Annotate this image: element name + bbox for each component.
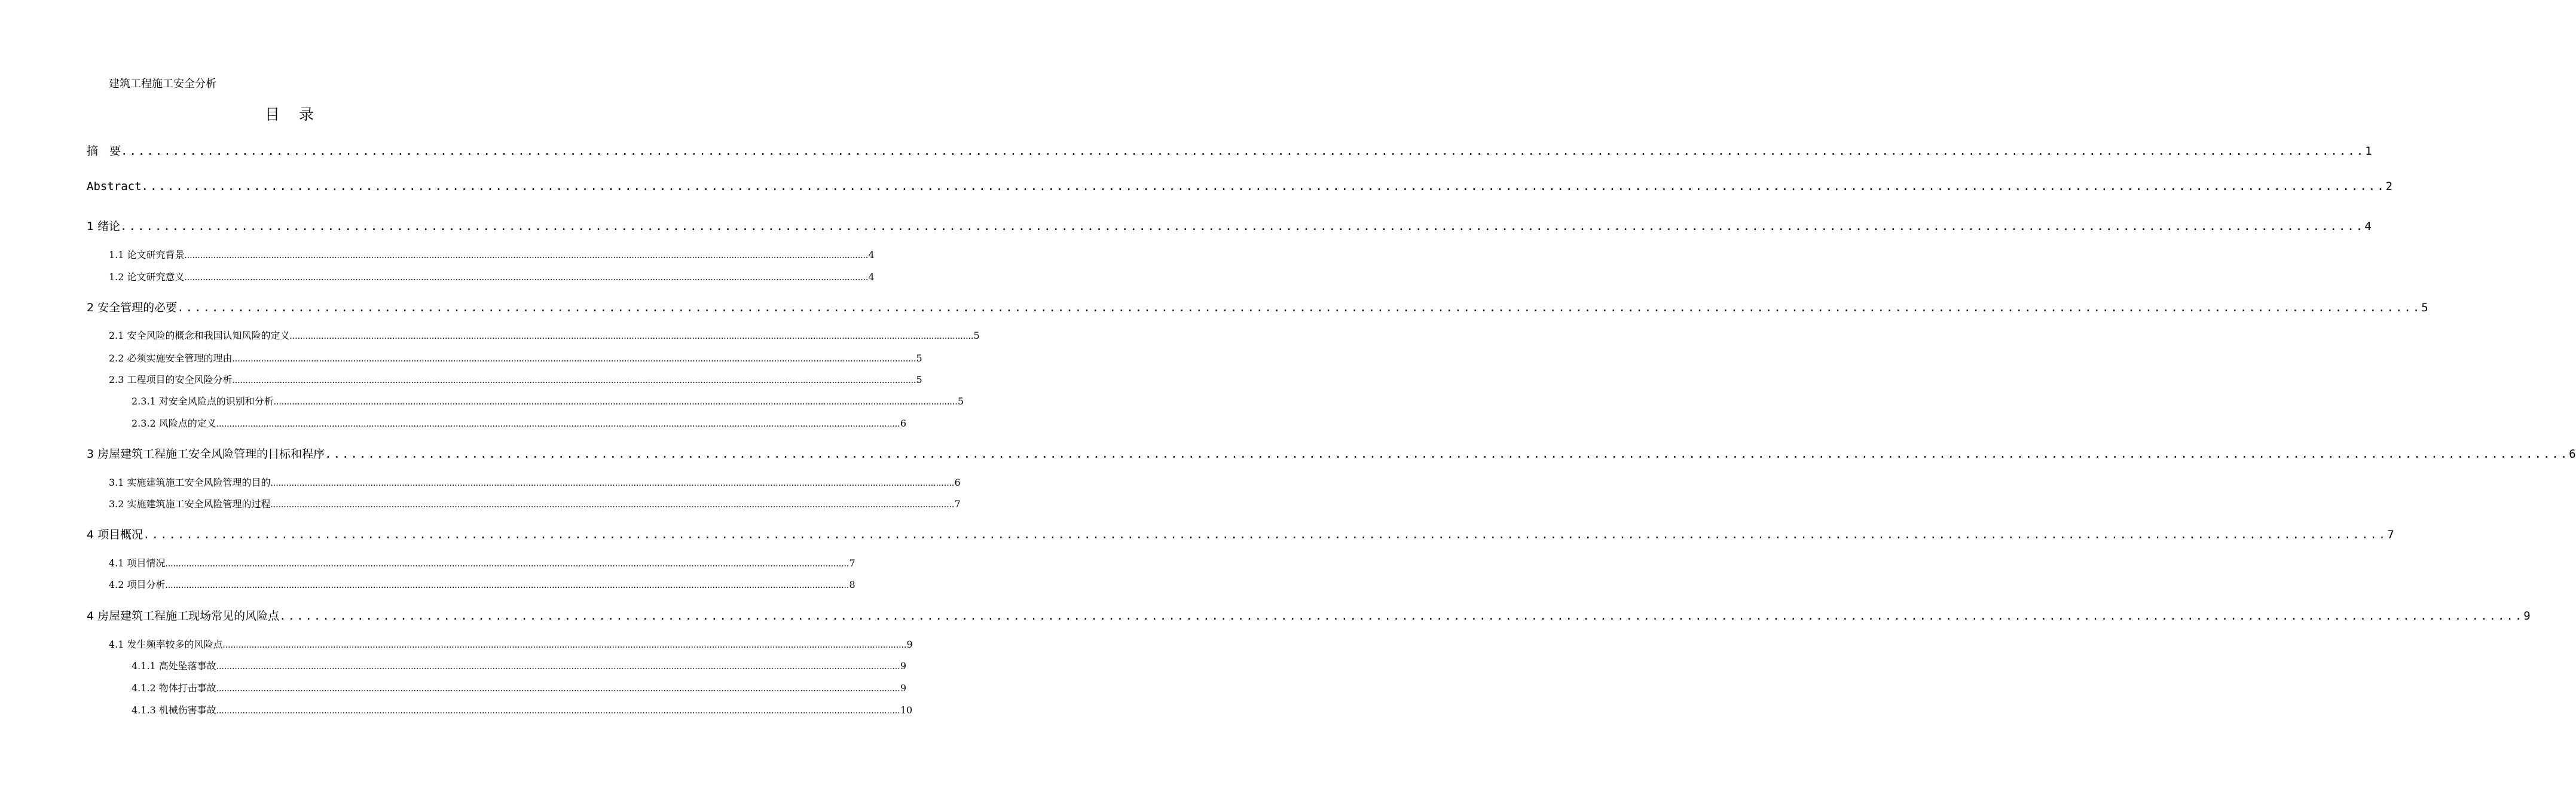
toc-entry[interactable] [132, 416, 906, 430]
toc-entry-page: 9 [900, 660, 906, 672]
toc-dot-leader: .................................................................................................................................................................................................................................................................... [289, 331, 974, 341]
toc-entry[interactable] [109, 351, 922, 364]
toc-entry-page: 6 [954, 477, 961, 488]
toc-dot-leader: .................................................................................................................................................................................................................................................................... [184, 250, 869, 260]
toc-dot-leader: .................................................................................................................................................................................................................................................................... [216, 661, 900, 672]
toc-entry-label: 2.3 工程项目的安全风险分析 [109, 374, 233, 385]
toc-dot-leader: .................................................................................................................................................................................................................................................................... [216, 706, 900, 716]
toc-entry-page: 5 [916, 353, 922, 364]
toc-entry-label: 2.2 必须实施安全管理的理由 [109, 353, 233, 364]
toc-dot-leader: .................................................................................................................................................................................................................................................................... [165, 559, 850, 569]
toc-entry-page: 9 [900, 682, 906, 694]
toc-entry-page: 10 [900, 704, 913, 716]
toc-entry-page: 7 [849, 557, 855, 569]
toc-entry[interactable] [87, 607, 2531, 623]
toc-entry[interactable] [109, 475, 961, 489]
toc-dot-leader: .................................................................................................................................................................................................................................................................... [121, 145, 2366, 158]
toc-entry[interactable] [109, 577, 855, 591]
toc-dot-leader: .................................................................................................................................................................................................................................................................... [177, 301, 2422, 314]
toc-dot-leader: .................................................................................................................................................................................................................................................................... [143, 528, 2388, 541]
toc-entry-page: 9 [906, 639, 913, 650]
toc-entry[interactable] [109, 269, 875, 283]
toc-entry-label: Abstract [87, 180, 142, 193]
toc-entry-label: 2 安全管理的必要 [87, 301, 178, 314]
toc-entry-label: 4.1 项目情况 [109, 557, 166, 569]
toc-entry-label: 1.1 论文研究背景 [109, 249, 185, 260]
toc-entry-label: 4.1.1 高处坠落事故 [132, 660, 216, 672]
toc-entry-page: 4 [868, 271, 875, 283]
toc-dot-leader: .................................................................................................................................................................................................................................................................... [270, 499, 955, 510]
toc-entry-label: 2.3.2 风险点的定义 [132, 418, 216, 429]
toc-dot-leader: .................................................................................................................................................................................................................................................................... [141, 180, 2386, 193]
toc-entry-page: 7 [954, 498, 961, 510]
toc-dot-leader: .................................................................................................................................................................................................................................................................... [232, 354, 916, 364]
toc-entry-label: 3.2 实施建筑施工安全风险管理的过程 [109, 498, 271, 510]
toc-entry-page: 6 [2569, 448, 2576, 461]
toc-entry[interactable] [132, 703, 913, 716]
toc-entry-page: 9 [2523, 609, 2531, 623]
toc-entry-label: 摘 要 [87, 145, 121, 158]
toc-dot-leader: .................................................................................................................................................................................................................................................................... [216, 684, 900, 694]
toc-entry[interactable] [132, 658, 906, 672]
toc-entry-label: 1.2 论文研究意义 [109, 271, 185, 283]
toc-entry-label: 1 绪论 [87, 220, 121, 233]
toc-entry-label: 3 房屋建筑工程施工安全风险管理的目标和程序 [87, 448, 325, 461]
toc-entry[interactable] [87, 180, 2393, 193]
toc-entry-page: 4 [868, 249, 875, 260]
toc-entry-page: 5 [916, 374, 922, 385]
toc-dot-leader: .................................................................................................................................................................................................................................................................... [273, 397, 958, 407]
toc-dot-leader: .................................................................................................................................................................................................................................................................... [325, 448, 2569, 461]
toc-entry[interactable] [87, 526, 2394, 542]
toc-entry[interactable] [87, 445, 2576, 461]
toc-entry[interactable] [109, 328, 980, 342]
toc-dot-leader: .................................................................................................................................................................................................................................................................... [279, 609, 2524, 623]
toc-entry[interactable] [109, 556, 855, 569]
toc-entry[interactable] [109, 372, 922, 386]
toc-dot-leader: .................................................................................................................................................................................................................................................................... [222, 640, 907, 650]
toc-entry-page: 2 [2385, 180, 2393, 193]
toc-entry[interactable] [109, 247, 875, 261]
toc-entry-page: 5 [973, 330, 980, 341]
toc-entry[interactable] [87, 217, 2372, 234]
toc-dot-leader: .................................................................................................................................................................................................................................................................... [216, 419, 900, 429]
toc-dot-leader: .................................................................................................................................................................................................................................................................... [184, 272, 869, 283]
toc-dot-leader: .................................................................................................................................................................................................................................................................... [165, 580, 850, 590]
toc-entry-page: 1 [2365, 145, 2372, 158]
toc-entry-label: 2.3.1 对安全风险点的识别和分析 [132, 396, 274, 407]
toc-entry-label: 3.1 实施建筑施工安全风险管理的目的 [109, 477, 271, 488]
toc-entry-label: 4.1 发生频率较多的风险点 [109, 639, 223, 650]
toc-entry[interactable] [87, 142, 2372, 158]
toc-entry-label: 4 项目概况 [87, 528, 143, 541]
toc-entry-page: 6 [900, 418, 906, 429]
toc-entry-page: 4 [2364, 220, 2372, 233]
toc-entry-label: 4 房屋建筑工程施工现场常见的风险点 [87, 609, 280, 623]
toc-entry-label: 4.1.2 物体打击事故 [132, 682, 216, 694]
toc-entry-page: 7 [2387, 528, 2394, 541]
toc-entry[interactable] [132, 394, 964, 407]
toc-entry-label: 4.1.3 机械伤害事故 [132, 704, 216, 716]
toc-entry[interactable] [109, 637, 913, 651]
toc-entry-page: 5 [2421, 301, 2428, 314]
toc-entry-label: 4.2 项目分析 [109, 579, 166, 590]
toc-dot-leader: .................................................................................................................................................................................................................................................................... [270, 478, 955, 488]
toc-entry-page: 8 [849, 579, 855, 590]
toc-entry[interactable] [109, 496, 961, 510]
toc-entry-page: 5 [957, 396, 964, 407]
toc-dot-leader: .................................................................................................................................................................................................................................................................... [232, 375, 916, 385]
toc-dot-leader: .................................................................................................................................................................................................................................................................... [120, 220, 2365, 233]
toc-entry-label: 2.1 安全风险的概念和我国认知风险的定义 [109, 330, 290, 341]
toc-entry[interactable] [87, 299, 2428, 315]
toc-title: 目录 [264, 106, 333, 123]
toc-entry[interactable] [132, 681, 906, 694]
document-header-title: 建筑工程施工安全分析 [109, 78, 216, 90]
